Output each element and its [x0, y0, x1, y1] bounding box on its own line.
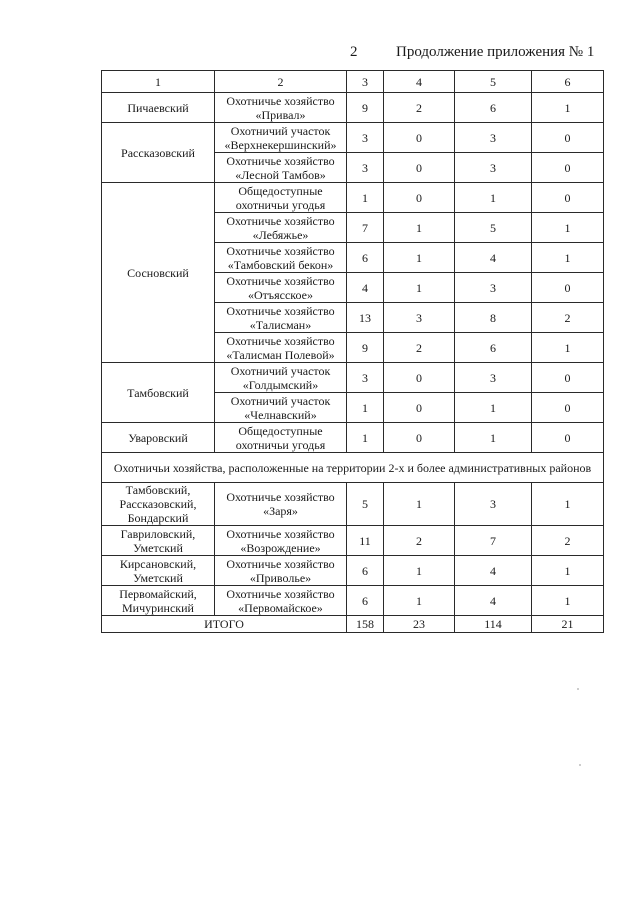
hunting-ground-name: Охотничье хозяйство «Отъясское» — [215, 273, 347, 303]
value-cell-c3: 1 — [347, 423, 384, 453]
table-row — [102, 483, 604, 526]
value-cell-c4: 0 — [384, 123, 455, 153]
value-cell-c3: 3 — [347, 363, 384, 393]
column-header: 4 — [384, 71, 455, 93]
hunting-ground-name: Охотничье хозяйство «Талисман» — [215, 303, 347, 333]
value-cell-c6: 1 — [532, 213, 604, 243]
value-cell-c6: 2 — [532, 526, 604, 556]
column-header: 3 — [347, 71, 384, 93]
hunting-ground-name: Охотничье хозяйство «Тамбовский бекон» — [215, 243, 347, 273]
district-cell: Сосновский — [102, 183, 215, 363]
value-cell-c6: 1 — [532, 333, 604, 363]
value-cell-c5: 3 — [455, 273, 532, 303]
value-cell-c6: 0 — [532, 153, 604, 183]
hunting-grounds-table — [101, 70, 604, 633]
district-cell: Первомайский, Мичуринский — [102, 586, 215, 616]
table-row — [102, 183, 604, 213]
hunting-ground-name: Охотничье хозяйство «Возрождение» — [215, 526, 347, 556]
column-header: 1 — [102, 71, 215, 93]
value-cell-c6: 0 — [532, 423, 604, 453]
value-cell-c4: 1 — [384, 243, 455, 273]
section-title: Охотничьи хозяйства, расположенные на территории 2-х и более административных районов — [102, 453, 604, 483]
hunting-ground-name: Общедоступные охотничьи угодья — [215, 423, 347, 453]
value-cell-c3: 7 — [347, 213, 384, 243]
value-cell-c5: 1 — [455, 183, 532, 213]
value-cell-c5: 4 — [455, 556, 532, 586]
table-row — [102, 123, 604, 153]
value-cell-c6: 0 — [532, 123, 604, 153]
hunting-ground-name: Общедоступные охотничьи угодья — [215, 183, 347, 213]
total-value-c5: 114 — [455, 616, 532, 633]
value-cell-c4: 2 — [384, 333, 455, 363]
value-cell-c3: 11 — [347, 526, 384, 556]
total-value-c4: 23 — [384, 616, 455, 633]
value-cell-c4: 2 — [384, 526, 455, 556]
district-cell: Уваровский — [102, 423, 215, 453]
value-cell-c6: 1 — [532, 243, 604, 273]
column-header-row — [102, 71, 604, 93]
table-row — [102, 93, 604, 123]
total-value-c6: 21 — [532, 616, 604, 633]
hunting-ground-name: Охотничье хозяйство «Лебяжье» — [215, 213, 347, 243]
hunting-ground-name: Охотничий участок «Голдымский» — [215, 363, 347, 393]
value-cell-c4: 0 — [384, 183, 455, 213]
value-cell-c6: 1 — [532, 556, 604, 586]
value-cell-c3: 4 — [347, 273, 384, 303]
value-cell-c4: 0 — [384, 363, 455, 393]
value-cell-c6: 0 — [532, 183, 604, 213]
total-row — [102, 616, 604, 633]
value-cell-c5: 4 — [455, 243, 532, 273]
district-cell: Пичаевский — [102, 93, 215, 123]
value-cell-c4: 3 — [384, 303, 455, 333]
value-cell-c5: 5 — [455, 213, 532, 243]
value-cell-c4: 0 — [384, 423, 455, 453]
hunting-ground-name: Охотничий участок «Челнавский» — [215, 393, 347, 423]
district-cell: Гавриловский, Уметский — [102, 526, 215, 556]
value-cell-c3: 9 — [347, 93, 384, 123]
value-cell-c5: 1 — [455, 393, 532, 423]
value-cell-c5: 7 — [455, 526, 532, 556]
value-cell-c6: 1 — [532, 483, 604, 526]
value-cell-c5: 3 — [455, 483, 532, 526]
table-body — [102, 71, 604, 633]
district-cell: Тамбовский, Рассказовский, Бондарский — [102, 483, 215, 526]
value-cell-c3: 3 — [347, 123, 384, 153]
value-cell-c6: 1 — [532, 586, 604, 616]
value-cell-c5: 3 — [455, 363, 532, 393]
hunting-ground-name: Охотничье хозяйство «Заря» — [215, 483, 347, 526]
value-cell-c5: 6 — [455, 93, 532, 123]
value-cell-c4: 1 — [384, 483, 455, 526]
value-cell-c5: 6 — [455, 333, 532, 363]
value-cell-c6: 2 — [532, 303, 604, 333]
total-label: ИТОГО — [102, 616, 347, 633]
scan-speck — [577, 688, 579, 690]
value-cell-c5: 1 — [455, 423, 532, 453]
value-cell-c3: 6 — [347, 243, 384, 273]
value-cell-c4: 1 — [384, 273, 455, 303]
value-cell-c6: 0 — [532, 273, 604, 303]
table-row — [102, 556, 604, 586]
value-cell-c6: 1 — [532, 93, 604, 123]
value-cell-c4: 0 — [384, 393, 455, 423]
hunting-ground-name: Охотничье хозяйство «Привал» — [215, 93, 347, 123]
page-number: 2 — [350, 44, 358, 60]
section-title-row — [102, 453, 604, 483]
value-cell-c3: 9 — [347, 333, 384, 363]
value-cell-c4: 1 — [384, 586, 455, 616]
district-cell: Тамбовский — [102, 363, 215, 423]
table-row — [102, 526, 604, 556]
column-header: 6 — [532, 71, 604, 93]
hunting-ground-name: Охотничье хозяйство «Приволье» — [215, 556, 347, 586]
table-row — [102, 423, 604, 453]
value-cell-c3: 1 — [347, 183, 384, 213]
value-cell-c3: 3 — [347, 153, 384, 183]
value-cell-c5: 8 — [455, 303, 532, 333]
value-cell-c5: 4 — [455, 586, 532, 616]
value-cell-c3: 5 — [347, 483, 384, 526]
value-cell-c3: 6 — [347, 586, 384, 616]
district-cell: Рассказовский — [102, 123, 215, 183]
column-header: 5 — [455, 71, 532, 93]
hunting-ground-name: Охотничий участок «Верхнекершинский» — [215, 123, 347, 153]
value-cell-c5: 3 — [455, 123, 532, 153]
value-cell-c4: 1 — [384, 213, 455, 243]
value-cell-c6: 0 — [532, 393, 604, 423]
page-header-title: Продолжение приложения № 1 — [396, 44, 595, 60]
hunting-ground-name: Охотничье хозяйство «Талисман Полевой» — [215, 333, 347, 363]
column-header: 2 — [215, 71, 347, 93]
value-cell-c4: 1 — [384, 556, 455, 586]
value-cell-c6: 0 — [532, 363, 604, 393]
total-value-c3: 158 — [347, 616, 384, 633]
value-cell-c4: 0 — [384, 153, 455, 183]
value-cell-c4: 2 — [384, 93, 455, 123]
scan-speck — [579, 764, 581, 766]
table-row — [102, 586, 604, 616]
hunting-ground-name: Охотничье хозяйство «Первомайское» — [215, 586, 347, 616]
district-cell: Кирсановский, Уметский — [102, 556, 215, 586]
table-row — [102, 363, 604, 393]
value-cell-c5: 3 — [455, 153, 532, 183]
value-cell-c3: 6 — [347, 556, 384, 586]
value-cell-c3: 1 — [347, 393, 384, 423]
value-cell-c3: 13 — [347, 303, 384, 333]
hunting-ground-name: Охотничье хозяйство «Лесной Тамбов» — [215, 153, 347, 183]
